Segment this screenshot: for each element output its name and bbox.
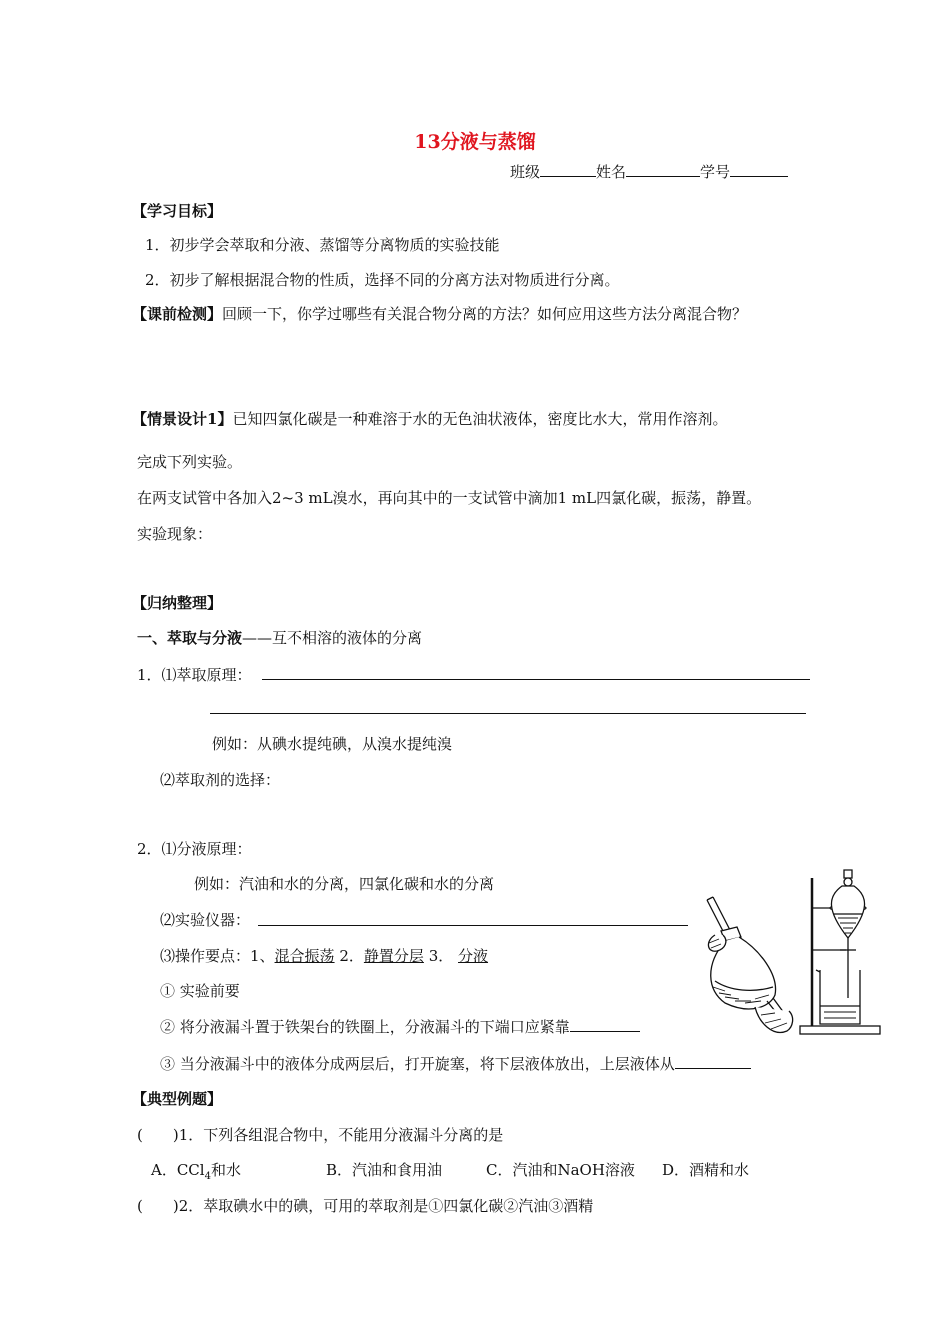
- operation-num-2: 2．: [339, 947, 364, 965]
- precheck-text: 回顾一下，你学过哪些有关混合物分离的方法？如何应用这些方法分离混合物？: [222, 305, 748, 323]
- scenario-text: 已知四氯化碳是一种难溶于水的无色油状液体，密度比水大，常用作溶剂。: [232, 410, 728, 428]
- question-1: [137, 1124, 503, 1145]
- operation-step-separate: 分液: [458, 947, 489, 965]
- option-b: B．汽油和食用油: [326, 1161, 443, 1179]
- extractant-selection: ⑵萃取剂的选择：: [160, 771, 281, 789]
- step-2-blank: [570, 1017, 640, 1032]
- id-blank: [730, 162, 788, 177]
- precheck-paragraph: [132, 303, 747, 324]
- extraction-principle-label: 1．⑴萃取原理：: [137, 666, 252, 684]
- goal-item-1: 1．初步学会萃取和分液、蒸馏等分离物质的实验技能: [145, 236, 500, 254]
- step-2-text: ② 将分液漏斗置于铁架台的铁圈上，分液漏斗的下端口应紧靠: [160, 1018, 570, 1036]
- class-blank: [540, 162, 596, 177]
- question-1-options: [151, 1159, 241, 1182]
- scenario-paragraph: [132, 408, 727, 429]
- separation-example: 例如：汽油和水的分离，四氯化碳和水的分离: [194, 875, 495, 893]
- examples-heading: 【典型例题】: [132, 1090, 223, 1108]
- section-1-rest: ——互不相溶的液体的分离: [242, 629, 423, 647]
- operation-prefix: ⑶操作要点：1、: [160, 947, 275, 965]
- step-2: [160, 1016, 640, 1037]
- name-label: 姓名: [596, 163, 627, 181]
- scenario-line-2: 完成下列实验。: [137, 453, 243, 471]
- student-info-line: [510, 161, 788, 182]
- step-3-blank: [675, 1054, 751, 1069]
- scenario-line-3: 在两支试管中各加入2~3 mL溴水，再向其中的一支试管中滴加1 mL四氯化碳，振荡，静置。: [137, 489, 762, 507]
- answer-paren: ( ): [137, 1126, 179, 1144]
- option-a: A．CCl$_4$和水: [151, 1161, 241, 1182]
- shaking-funnel-illustration: [695, 895, 800, 1045]
- scenario-heading: 【情景设计1】: [132, 410, 233, 428]
- scenario-line-4: 实验现象：: [137, 525, 213, 543]
- separation-principle-label: 2．⑴分液原理：: [137, 840, 252, 858]
- goals-heading: 【学习目标】: [132, 202, 223, 220]
- option-d: D．酒精和水: [662, 1161, 750, 1179]
- operation-step-mix: 混合振荡: [274, 947, 335, 965]
- answer-line: [258, 925, 688, 926]
- id-label: 学号: [700, 163, 731, 181]
- question-2: [137, 1195, 593, 1216]
- name-blank: [626, 162, 700, 177]
- goal-item-2: 2．初步了解根据混合物的性质，选择不同的分离方法对物质进行分离。: [145, 271, 620, 289]
- question-1-text: 1．下列各组混合物中，不能用分液漏斗分离的是: [178, 1126, 504, 1144]
- question-2-text: 2．萃取碘水中的碘，可用的萃取剂是①四氯化碳②汽油③酒精: [178, 1197, 594, 1215]
- operation-num-3: 3．: [428, 947, 454, 965]
- extraction-example: 例如：从碘水提纯碘，从溴水提纯溴: [212, 735, 453, 753]
- apparatus-label: ⑵实验仪器：: [160, 911, 251, 929]
- page-title: 13分液与蒸馏: [414, 131, 536, 153]
- answer-line: [210, 713, 806, 714]
- operation-step-settle: 静置分层: [363, 947, 424, 965]
- class-label: 班级: [510, 163, 541, 181]
- step-3: [160, 1053, 751, 1074]
- precheck-heading: 【课前检测】: [132, 305, 223, 323]
- step-1: ① 实验前要: [160, 982, 240, 1000]
- answer-paren: ( ): [137, 1197, 179, 1215]
- section-1-title: [137, 627, 422, 648]
- answer-line: [262, 679, 810, 680]
- section-1-bold: 一、萃取与分液: [137, 629, 243, 647]
- operation-points: [160, 945, 488, 966]
- option-c: C．汽油和NaOH溶液: [486, 1161, 635, 1179]
- separatory-funnel-stand-illustration: [798, 866, 883, 1038]
- step-3-text: ③ 当分液漏斗中的液体分成两层后，打开旋塞，将下层液体放出，上层液体从: [160, 1055, 675, 1073]
- summary-heading: 【归纳整理】: [132, 594, 223, 612]
